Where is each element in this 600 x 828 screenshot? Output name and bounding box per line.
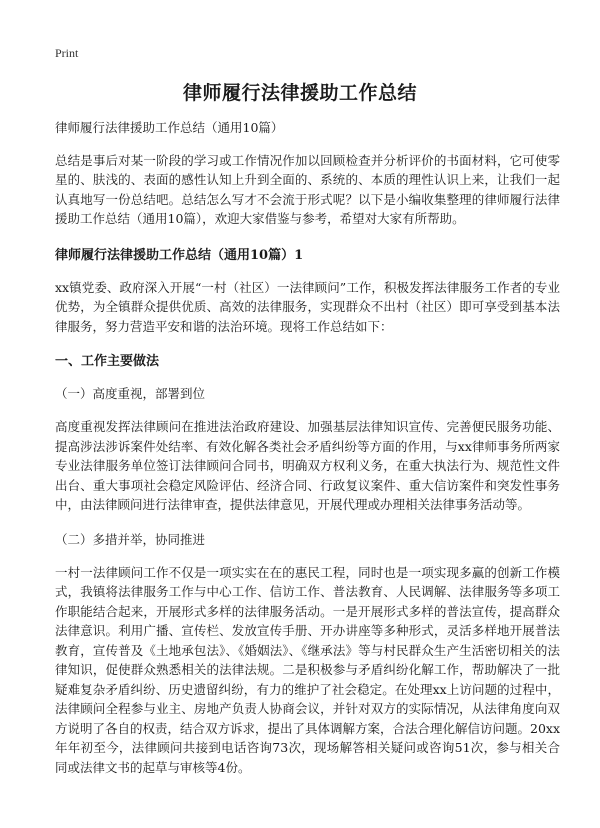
document-body xyxy=(55,118,560,792)
section-heading-main-practices: 一、工作主要做法 xyxy=(55,354,160,369)
document-subtitle: 律师履行法律援助工作总结（通用10篇） xyxy=(55,120,284,135)
subsection-heading-2: （二）多措并举，协同推进 xyxy=(55,531,206,547)
article-opening-paragraph: xx镇党委、政府深入开展“一村（社区）一法律顾问”工作，积极发挥法律服务工作者的专业优势，为全镇群众提供优质、高效的法律服务，实现群众不出村（社区）即可享受到基本法律服务，努力营造平安和谐的法治环境。现将工作总结如下： xyxy=(55,279,560,334)
page-title: 律师履行法律援助工作总结 xyxy=(182,82,417,104)
print-link[interactable]: Print xyxy=(55,46,79,60)
article-heading: 律师履行法律援助工作总结（通用10篇）1 xyxy=(55,247,304,263)
subsection-body-2: 一村一法律顾问工作不仅是一项实实在在的惠民工程，同时也是一项实现多赢的创新工作模式，我镇将法律服务工作与中心工作、信访工作、普法教育、人民调解、法律服务等多项工作职能结合起来，开展形式多样的法律服务活动。一是开展形式多样的普法宣传，提高群众法律意识。利用广播、宣传栏、发放宣传手册、开办讲座等多种形式，灵活多样地开展普法教育，宣传普及《土地承包法》、《婚姻法》、《继承法》等与村民群众生产生活密切相关的法律知识，促使群众熟悉相关的法律法规。二是积极参与矛盾纠纷化解工作，帮助解决了一批疑难复杂矛盾纠纷、历史遗留纠纷，有力的维护了社会稳定。在处理xx上访问题的过程中，法律顾问全程参与业主、房地产负责人协商会议，并针对双方的实际情况，从法律角度向双方说明了各自的权责，结合双方诉求，提出了具体调解方案，合法合理化解信访问题。20xx年年初至今，法律顾问共接到电话咨询73次，现场解答相关疑问或咨询51次，参与相关合同或法律文书的起草与审核等4份。 xyxy=(55,564,561,775)
intro-paragraph: 总结是事后对某一阶段的学习或工作情况作加以回顾检查并分析评价的书面材料，它可使零星的、肤浅的、表面的感性认知上升到全面的、系统的、本质的理性认识上来，让我们一起认真地写一份总结吧。总结怎么写才不会流于形式呢？以下是小编收集整理的律师履行法律援助工作总结（通用10篇），欢迎大家借鉴与参考，希望对大家有所帮助。 xyxy=(55,152,560,226)
subsection-body-1: 高度重视发挥法律顾问在推进法治政府建设、加强基层法律知识宣传、完善便民服务功能、提高涉法涉诉案件处结率、有效化解各类社会矛盾纠纷等方面的作用，与xx律师事务所两家专业法律服务单位签订法律顾问合同书，明确双方权利义务，在重大执法行为、规范性文件出台、重大事项社会稳定风险评估、经济合同、行政复议案件、重大信访案件和突发性事务中，由法律顾问进行法律审查，提供法律意见，开展代理或办理相关法律事务活动等。 xyxy=(55,419,560,512)
subsection-heading-1: （一）高度重视，部署到位 xyxy=(55,386,206,401)
